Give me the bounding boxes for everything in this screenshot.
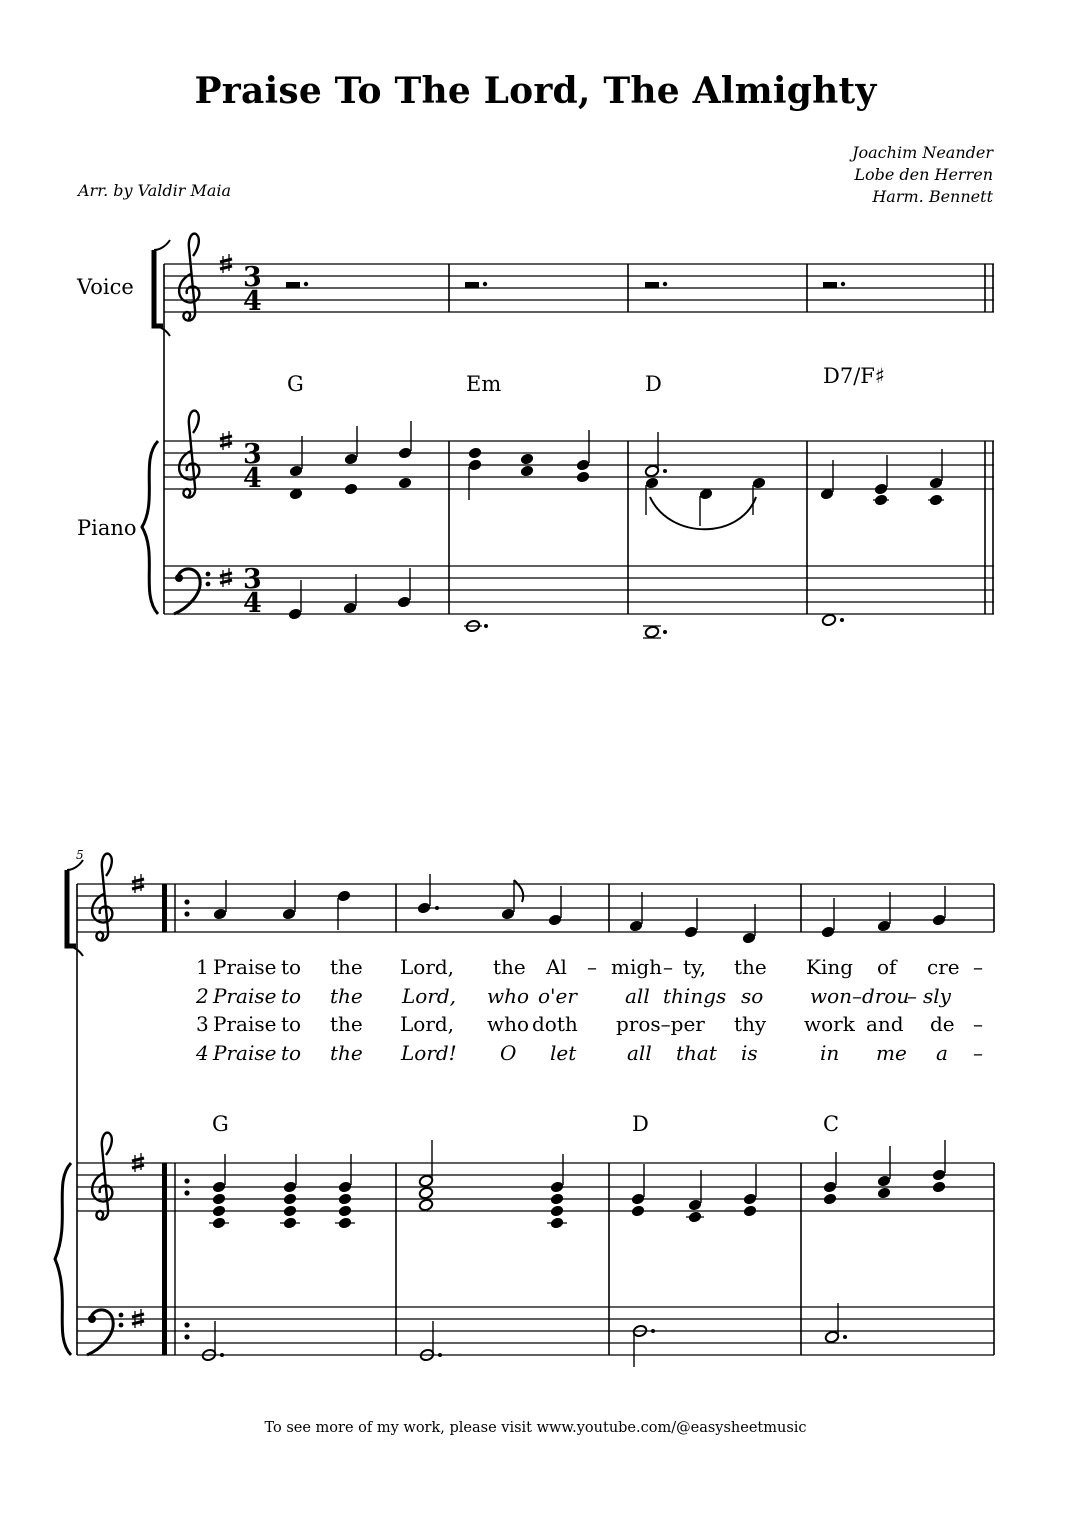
- lyric-syllable: who: [487, 1012, 530, 1036]
- time-sig-bottom: 4: [243, 463, 262, 494]
- lyric-syllable: to: [281, 984, 302, 1008]
- lyric-syllable: the: [330, 1041, 363, 1065]
- lyric-syllable: migh: [611, 955, 663, 979]
- lyric-syllable: o'er: [538, 984, 577, 1008]
- lyric-syllable: let: [550, 1041, 577, 1065]
- lyric-syllable: in: [820, 1041, 840, 1065]
- lyric-syllable: 4: [196, 1041, 209, 1065]
- lyrics-verse3: [196, 1012, 983, 1036]
- lyric-syllable: Lord,: [402, 984, 457, 1008]
- repeat-start-barline: [162, 884, 190, 1355]
- measure-number: 5: [76, 848, 84, 862]
- lyric-syllable: Praise: [213, 984, 277, 1008]
- time-sig-top: 3: [243, 439, 262, 470]
- lyric-syllable: the: [330, 1012, 363, 1036]
- time-sig-top: 3: [243, 262, 262, 293]
- lyric-syllable: that: [676, 1041, 717, 1065]
- lyric-syllable: –: [973, 1012, 983, 1036]
- lyric-syllable: sly: [923, 984, 951, 1008]
- piano-treble-notes-system2: [209, 1140, 946, 1230]
- arranger-credit: Arr. by Valdir Maia: [78, 181, 232, 200]
- lyric-syllable: –: [663, 955, 673, 979]
- lyric-syllable: Praise: [213, 1012, 277, 1036]
- lyric-syllable: the: [493, 955, 526, 979]
- lyric-syllable: 1: [196, 955, 209, 979]
- piano-bass-notes-system1: [288, 568, 844, 639]
- lyric-syllable: –: [973, 955, 983, 979]
- lyrics-verse4: [195, 1041, 983, 1065]
- harmonization-credit: Harm. Bennett: [872, 187, 993, 206]
- lyric-syllable: –: [907, 984, 917, 1008]
- lyric-syllable: –: [973, 1041, 983, 1065]
- piano-treble-notes-m4: [820, 449, 944, 507]
- lyric-syllable: who: [487, 984, 530, 1008]
- voice-staff-2: [77, 884, 994, 932]
- chord-symbol: C: [823, 1112, 840, 1136]
- lyric-syllable: cre: [927, 955, 960, 979]
- lyric-syllable: ty,: [683, 955, 707, 979]
- system-1: [142, 234, 994, 639]
- chord-symbol: D: [632, 1112, 649, 1136]
- lyric-syllable: to: [281, 1012, 302, 1036]
- lyric-syllable: de: [930, 1012, 955, 1036]
- lyric-syllable: doth: [532, 1012, 578, 1036]
- lyric-syllable: all: [625, 984, 650, 1008]
- lyric-syllable: Al: [546, 955, 567, 979]
- lyric-syllable: me: [876, 1041, 907, 1065]
- time-sig-top: 3: [243, 564, 262, 595]
- chord-symbol: G: [287, 372, 304, 396]
- lyric-syllable: all: [627, 1041, 652, 1065]
- lyric-syllable: to: [281, 955, 302, 979]
- chord-symbol: D: [645, 372, 662, 396]
- lyric-syllable: is: [741, 1041, 758, 1065]
- lyric-syllable: –: [587, 955, 597, 979]
- chord-symbol: G: [212, 1112, 229, 1136]
- piano-instrument-label: Piano: [77, 516, 137, 540]
- lyric-syllable: to: [281, 1041, 302, 1065]
- lyric-syllable: King: [806, 955, 854, 979]
- lyric-syllable: a: [936, 1041, 948, 1065]
- lyrics-verse2: [195, 984, 952, 1008]
- lyric-syllable: so: [741, 984, 764, 1008]
- score-title: Praise To The Lord, The Almighty: [194, 70, 877, 112]
- piano-bass-notes-system2: [201, 1303, 847, 1367]
- lyric-syllable: the: [734, 955, 767, 979]
- lyric-syllable: the: [330, 984, 363, 1008]
- system-2: [55, 848, 994, 1367]
- composer-credit: Joachim Neander: [852, 143, 993, 162]
- lyric-syllable: thy: [734, 1012, 767, 1036]
- lyric-syllable: Lord!: [401, 1041, 457, 1065]
- lyric-syllable: the: [330, 955, 363, 979]
- time-sig-bottom: 4: [243, 286, 262, 317]
- tune-credit: Lobe den Herren: [854, 165, 993, 184]
- footer-note: To see more of my work, please visit www.youtube.com/@easysheetmusic: [264, 1420, 807, 1436]
- lyric-syllable: things: [663, 984, 727, 1008]
- lyric-syllable: Praise: [213, 1041, 277, 1065]
- piano-treble-notes-m3: [644, 432, 766, 529]
- lyric-syllable: and: [866, 1012, 904, 1036]
- lyric-syllable: O: [500, 1041, 517, 1065]
- voice-instrument-label: Voice: [77, 275, 134, 299]
- lyric-syllable: won–drou: [810, 984, 910, 1008]
- piano-bass-staff-1: [164, 566, 994, 614]
- time-sig-bottom: 4: [243, 588, 262, 619]
- lyric-syllable: of: [877, 955, 897, 979]
- lyric-syllable: 3: [196, 1012, 209, 1036]
- lyric-syllable: 2: [196, 984, 209, 1008]
- lyrics-verse1: [196, 955, 983, 979]
- lyric-syllable: Lord,: [400, 1012, 455, 1036]
- chord-symbol: Em: [466, 372, 502, 396]
- lyric-syllable: Lord,: [400, 955, 455, 979]
- lyric-syllable: work: [804, 1012, 855, 1036]
- lyric-syllable: Praise: [213, 955, 277, 979]
- lyric-syllable: pros–per: [616, 1012, 705, 1036]
- chord-symbol: D7/F♯: [823, 364, 886, 388]
